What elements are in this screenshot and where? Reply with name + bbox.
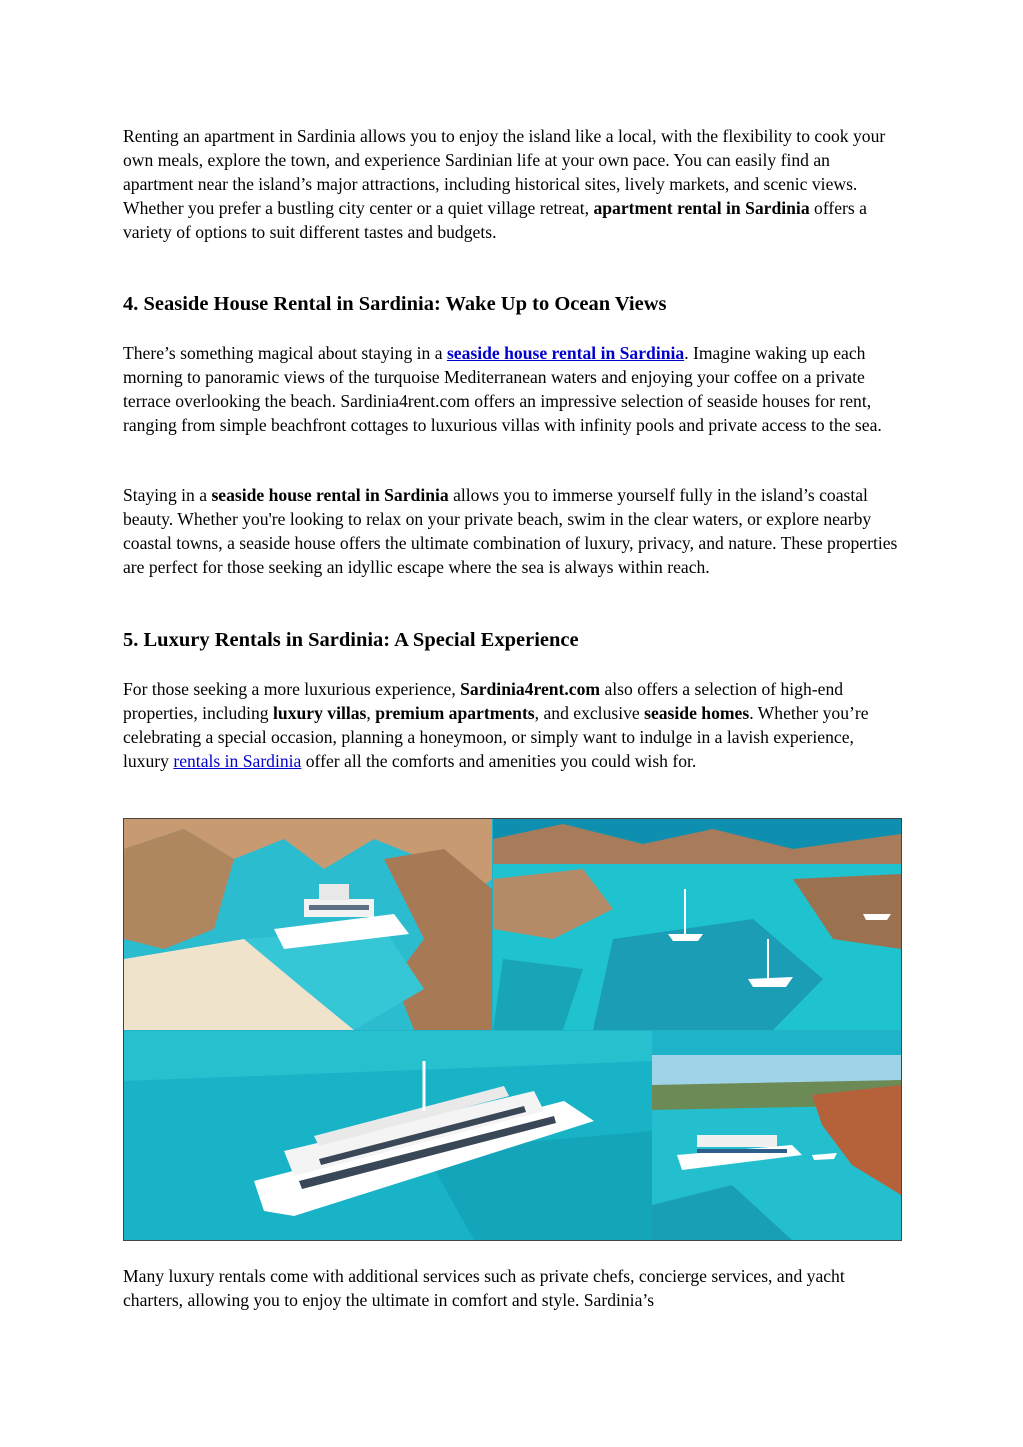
section-5-p1-text-2: also offers a selection of high-end properties, including [123,679,844,723]
section-4-heading: 4. Seaside House Rental in Sardinia: Wake Up to Ocean Views [123,293,667,315]
section-5-p1-text-6: offer all the comforts and amenities you could wish for. [301,751,697,771]
section-4-paragraph-1 [123,341,903,437]
boat-photo-collage [123,818,902,1241]
section-4-p2-text-2: allows you to immerse yourself fully in the island’s coastal beauty. Whether you're looking to relax on your private beach, swim in the clear waters, or explore nearby coastal towns, a seaside house offers the ultimate combination of luxury, privacy, and nature. These properties are perfect for those seeking an idyllic escape where the sea is always within reach. [123,485,898,577]
seaside-house-rental-link[interactable]: seaside house rental in Sardinia [446,343,685,363]
section-5-p1-text-3: , [366,703,376,723]
section-5-p2-text-1: Many luxury rentals come with additional services such as private chefs, concierge services, and yacht charters, allowing you to enjoy the ultimate in comfort and style. Sardinia’s [123,1266,845,1310]
cove-inset-photo [652,1055,901,1240]
cove-boat-photo [124,819,492,1030]
section-5-p1-text-4: , and exclusive [534,703,645,723]
section-4-p2-text-1: Staying in a [123,485,212,505]
section-4-p1-text-1: There’s something magical about staying in a [123,343,447,363]
section-5-p1-text-5: . Whether you’re celebrating a special occasion, planning a honeymoon, or simply want to indulge in a lavish experience, luxury [123,703,869,771]
rentals-in-sardinia-link[interactable]: rentals in Sardinia [173,751,302,771]
large-yacht-photo [124,1031,652,1240]
section-5-paragraph-1 [123,677,903,773]
seaside-homes-bold: seaside homes [644,703,750,723]
section-5-paragraph-2 [123,1264,903,1312]
section-4-p2-bold: seaside house rental in Sardinia [211,485,449,505]
bay-catamarans-photo [493,819,901,1030]
section-4-p1-text-2: . Imagine waking up each morning to panoramic views of the turquoise Mediterranean waters and enjoying your coffee on a private terrace overlooking the beach. Sardinia4rent.com offers an impressive selection of seaside houses for rent, ranging from simple beachfront cottages to luxurious villas with infinity pools and private access to the sea. [123,343,882,435]
luxury-villas-bold: luxury villas [273,703,367,723]
sardinia4rent-bold: Sardinia4rent.com [460,679,601,699]
intro-text-1: Renting an apartment in Sardinia allows you to enjoy the island like a local, with the flexibility to cook your own meals, explore the town, and experience Sardinian life at your own pace. You can easily find an apartment near the island’s major attractions, including historical sites, lively markets, and scenic views. Whether you prefer a bustling city center or a quiet village retreat, [123,126,886,218]
intro-paragraph [123,124,903,244]
section-5-heading: 5. Luxury Rentals in Sardinia: A Special Experience [123,629,579,651]
section-4-paragraph-2 [123,483,903,579]
intro-bold-apartment-rental: apartment rental in Sardinia [593,198,810,218]
intro-text-2: offers a variety of options to suit different tastes and budgets. [123,198,867,242]
section-5-p1-text-1: For those seeking a more luxurious experience, [123,679,461,699]
premium-apartments-bold: premium apartments [375,703,535,723]
